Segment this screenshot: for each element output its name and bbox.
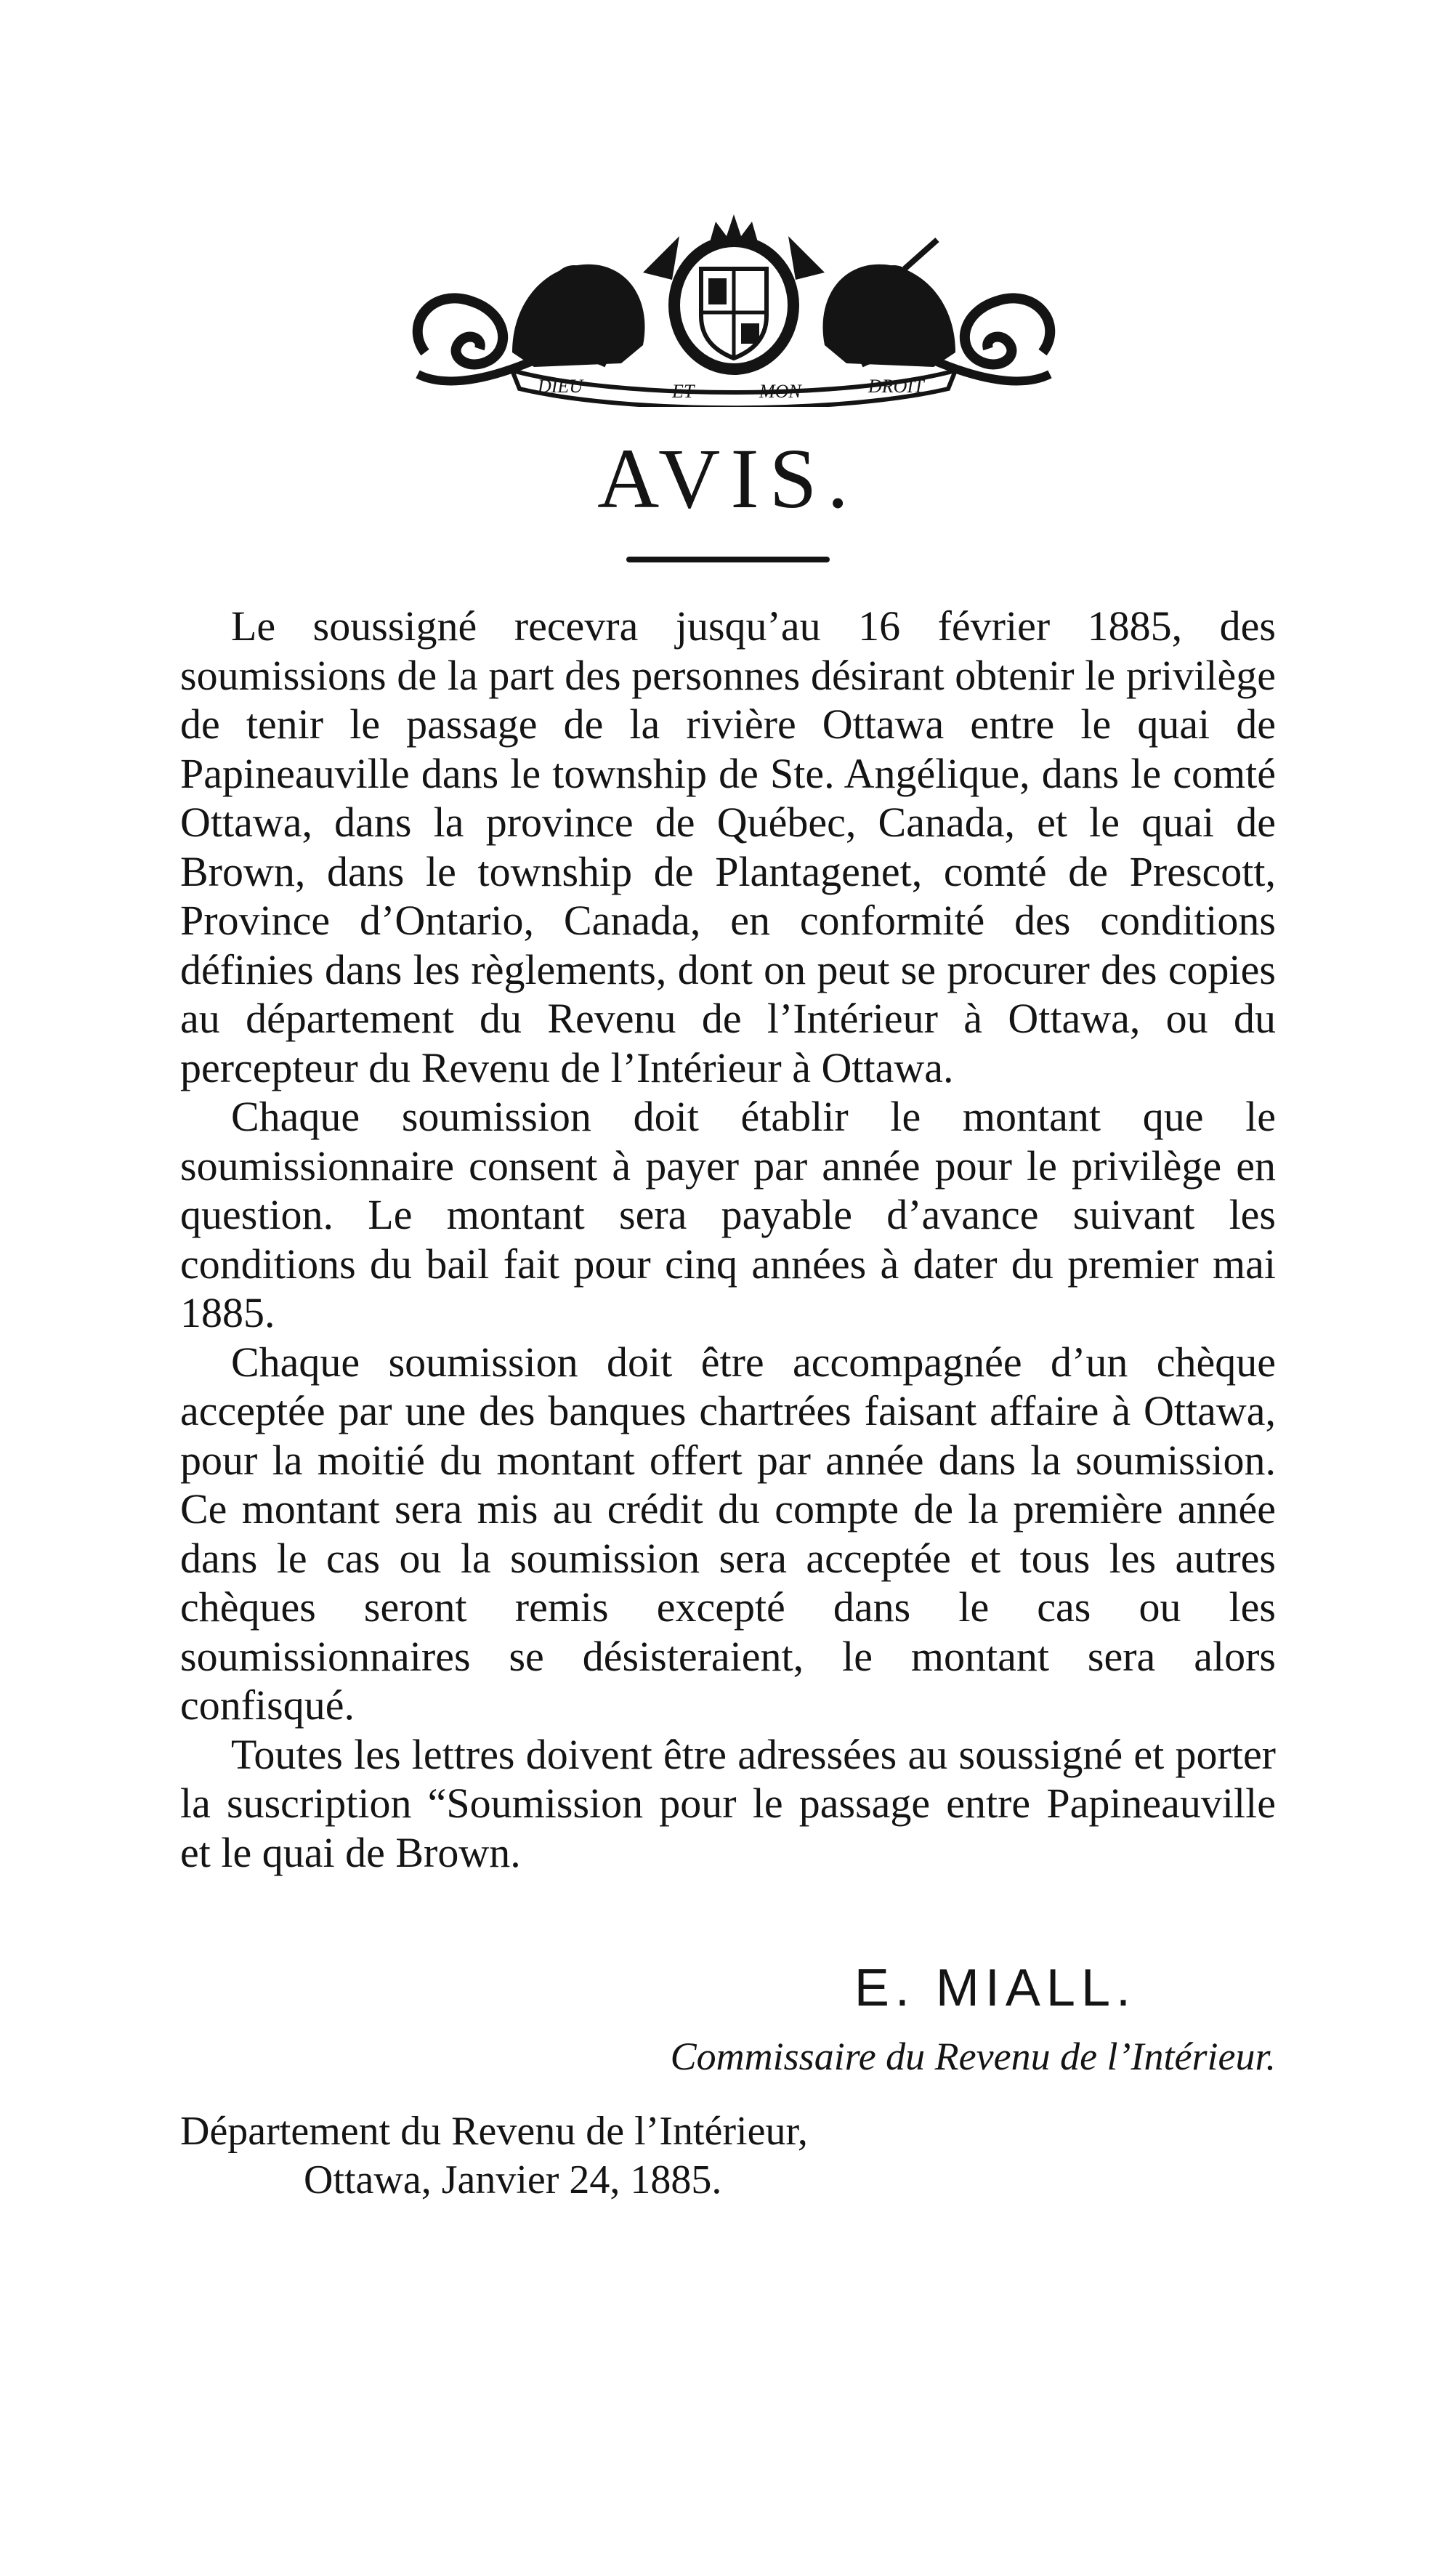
notice-title: AVIS.: [597, 431, 859, 526]
motto-word: MON: [759, 381, 801, 402]
place-date-line: Ottawa, Janvier 24, 1885.: [304, 2157, 722, 2202]
paragraph-cheque-deposit: Chaque soumission doit être accompagnée d’un chèque acceptée par une des banques chartrées faisant affaire à Ottawa, pour la moitié du montant offert par année dans la soumission. Ce montant sera mis au crédit du compte de la première année dans le cas ou la soumission sera acceptée et tous les autres chèques seront remis excepté dans le cas ou les soumissionnaires se désisteraient, le montant sera alors confisqué.: [180, 1338, 1276, 1729]
motto-word: ET: [672, 381, 695, 402]
signature-name: E. MIALL.: [854, 1959, 1136, 2017]
paragraph-letters: Toutes les lettres doivent être adressées au soussigné et porter la suscription “Soumission pour le passage entre Papineauville et le quai de Brown.: [180, 1730, 1276, 1876]
royal-coat-of-arms: [403, 207, 1064, 407]
department-line: Département du Revenu de l’Intérieur,: [180, 2109, 808, 2154]
motto-word: DIEU: [538, 376, 583, 397]
paragraph-annual-payment: Chaque soumission doit établir le montant que le soumissionnaire consent à payer par année pour le privilège en question. Le montant sera payable d’avance suivant les conditions du bail fait pour cinq années à dater du premier mai 1885.: [180, 1093, 1276, 1336]
signature-title: Commissaire du Revenu de l’Intérieur.: [670, 2035, 1276, 2078]
motto-word: DROIT: [868, 376, 924, 397]
title-rule: [626, 557, 830, 562]
notice-body: [180, 602, 1276, 1877]
paragraph-tender-terms: Le soussigné recevra jusqu’au 16 février 1885, des soumissions de la part des personnes désirant obtenir le privilège de tenir le passage de la rivière Ottawa entre le quai de Papineauville dans le township de Ste. Angélique, dans le comté Ottawa, dans la province de Québec, Canada, et le quai de Brown, dans le township de Plantagenet, comté de Prescott, Province d’Ontario, Canada, en conformité des conditions définies dans les règlements, dont on peut se procurer des copies au département du Revenu de l’Intérieur à Ottawa, ou du percepteur du Revenu de l’Intérieur à Ottawa.: [180, 602, 1276, 1091]
